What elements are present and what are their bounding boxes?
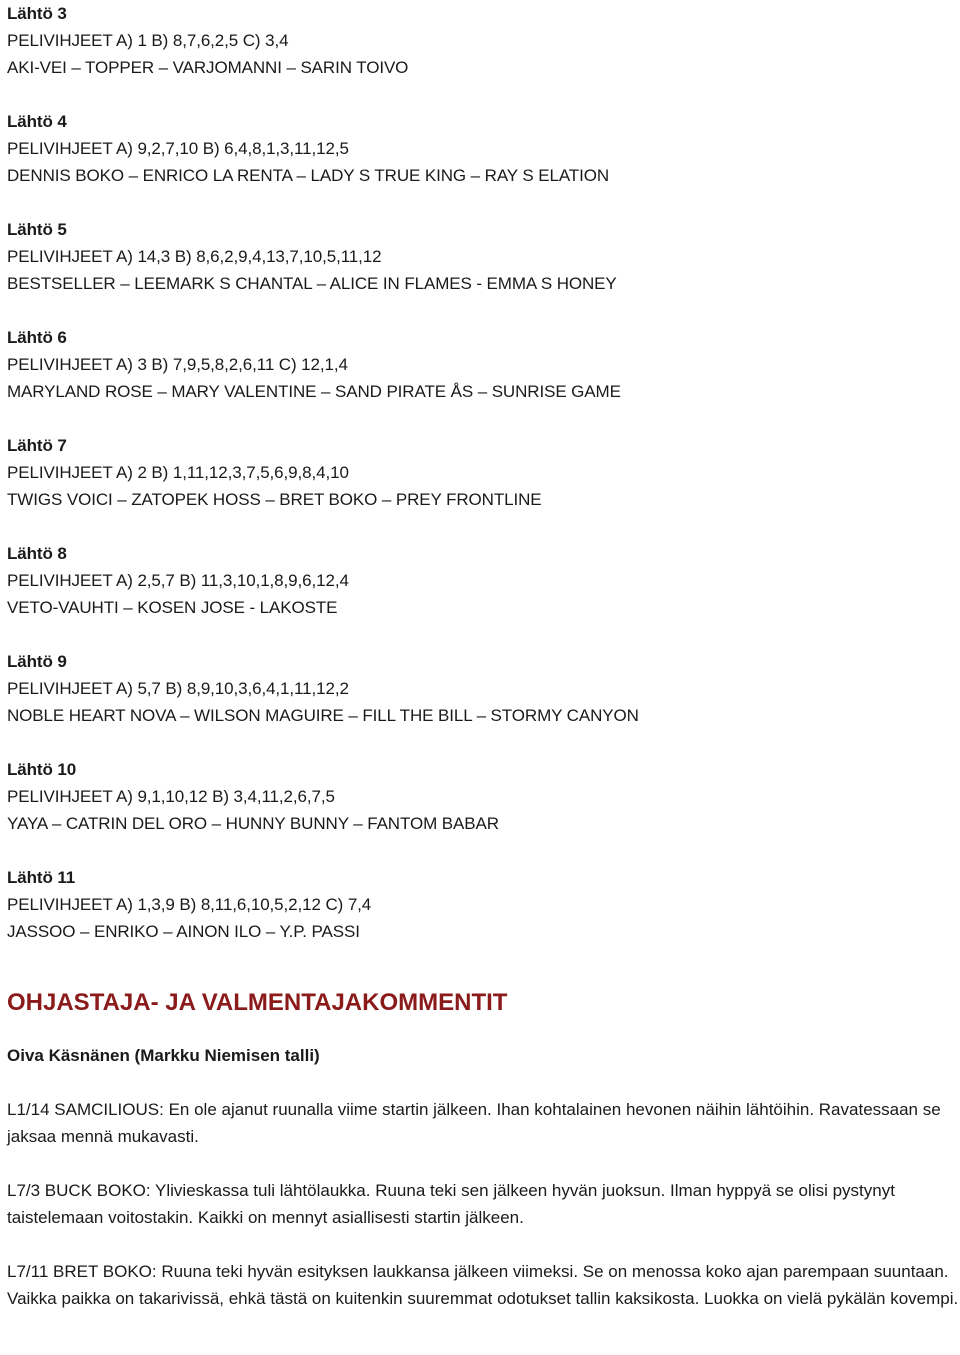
document-page [7, 0, 957, 1312]
heat-horses: DENNIS BOKO – ENRICO LA RENTA – LADY S TRUE KING – RAY S ELATION [7, 166, 610, 185]
heat-horses: BESTSELLER – LEEMARK S CHANTAL – ALICE IN FLAMES - EMMA S HONEY [7, 274, 617, 293]
heat-tips: PELIVIHJEET A) 3 B) 7,9,5,8,2,6,11 C) 12,1,4 [7, 355, 348, 374]
section-heading: OHJASTAJA- JA VALMENTAJAKOMMENTIT [7, 989, 508, 1016]
heat-horses: AKI-VEI – TOPPER – VARJOMANNI – SARIN TOIVO [7, 58, 409, 77]
comment-paragraph: L1/14 SAMCILIOUS: En ole ajanut ruunalla viime startin jälkeen. Ihan kohtalainen hevonen näihin lähtöihin. Ravatessaan se jaksaa mennä mukavasti. [7, 1100, 941, 1146]
heat-block-5 [7, 216, 957, 324]
heat-title: Lähtö 5 [7, 220, 67, 239]
spacer [7, 837, 957, 864]
comment-paragraph: L7/11 BRET BOKO: Ruuna teki hyvän esityksen laukkansa jälkeen viimeksi. Se on menossa koko ajan parempaan suuntaan. Vaikka paikka on takarivissä, ehkä tästä on kuitenkin suuremmat odotukset tallin kaksikosta. Luokka on vielä pykälän kovempi. [7, 1262, 959, 1308]
heat-horses: MARYLAND ROSE – MARY VALENTINE – SAND PIRATE ÅS – SUNRISE GAME [7, 382, 621, 401]
heat-horses: VETO-VAUHTI – KOSEN JOSE - LAKOSTE [7, 598, 338, 617]
heat-tips: PELIVIHJEET A) 9,1,10,12 B) 3,4,11,2,6,7,5 [7, 787, 335, 806]
heat-block-7 [7, 432, 957, 540]
comment-paragraph: L7/3 BUCK BOKO: Ylivieskassa tuli lähtölaukka. Ruuna teki sen jälkeen hyvän juoksun. Ilman hyppyä se olisi pystynyt taistelemaan voitostakin. Kaikki on mennyt asiallisesti startin jälkeen. [7, 1181, 895, 1227]
heat-title: Lähtö 11 [7, 868, 76, 887]
heat-title: Lähtö 8 [7, 544, 67, 563]
trainer-name: Oiva Käsnänen (Markku Niemisen talli) [7, 1046, 320, 1065]
heat-block-11 [7, 864, 957, 945]
heat-block-10 [7, 756, 957, 864]
heat-tips: PELIVIHJEET A) 2,5,7 B) 11,3,10,1,8,9,6,12,4 [7, 571, 349, 590]
heat-title: Lähtö 4 [7, 112, 67, 131]
spacer [7, 513, 957, 540]
heat-tips: PELIVIHJEET A) 2 B) 1,11,12,3,7,5,6,9,8,4,10 [7, 463, 349, 482]
spacer [7, 621, 957, 648]
heat-horses: YAYA – CATRIN DEL ORO – HUNNY BUNNY – FANTOM BABAR [7, 814, 499, 833]
heat-title: Lähtö 3 [7, 4, 67, 23]
heat-block-4 [7, 108, 957, 216]
heat-tips: PELIVIHJEET A) 9,2,7,10 B) 6,4,8,1,3,11,12,5 [7, 139, 349, 158]
spacer [7, 81, 957, 108]
heat-block-6 [7, 324, 957, 432]
spacer [7, 297, 957, 324]
heat-title: Lähtö 6 [7, 328, 67, 347]
heat-horses: NOBLE HEART NOVA – WILSON MAGUIRE – FILL THE BILL – STORMY CANYON [7, 706, 639, 725]
heat-title: Lähtö 10 [7, 760, 77, 779]
spacer [7, 189, 957, 216]
heat-horses: TWIGS VOICI – ZATOPEK HOSS – BRET BOKO – PREY FRONTLINE [7, 490, 542, 509]
heat-tips: PELIVIHJEET A) 5,7 B) 8,9,10,3,6,4,1,11,12,2 [7, 679, 349, 698]
spacer [7, 729, 957, 756]
heat-block-8 [7, 540, 957, 648]
heat-block-3 [7, 0, 957, 108]
heat-tips: PELIVIHJEET A) 14,3 B) 8,6,2,9,4,13,7,10,5,11,12 [7, 247, 382, 266]
heat-tips: PELIVIHJEET A) 1,3,9 B) 8,11,6,10,5,2,12 C) 7,4 [7, 895, 372, 914]
heat-horses: JASSOO – ENRIKO – AINON ILO – Y.P. PASSI [7, 922, 360, 941]
heat-tips: PELIVIHJEET A) 1 B) 8,7,6,2,5 C) 3,4 [7, 31, 289, 50]
heat-title: Lähtö 7 [7, 436, 67, 455]
heat-block-9 [7, 648, 957, 756]
heat-title: Lähtö 9 [7, 652, 67, 671]
spacer [7, 405, 957, 432]
